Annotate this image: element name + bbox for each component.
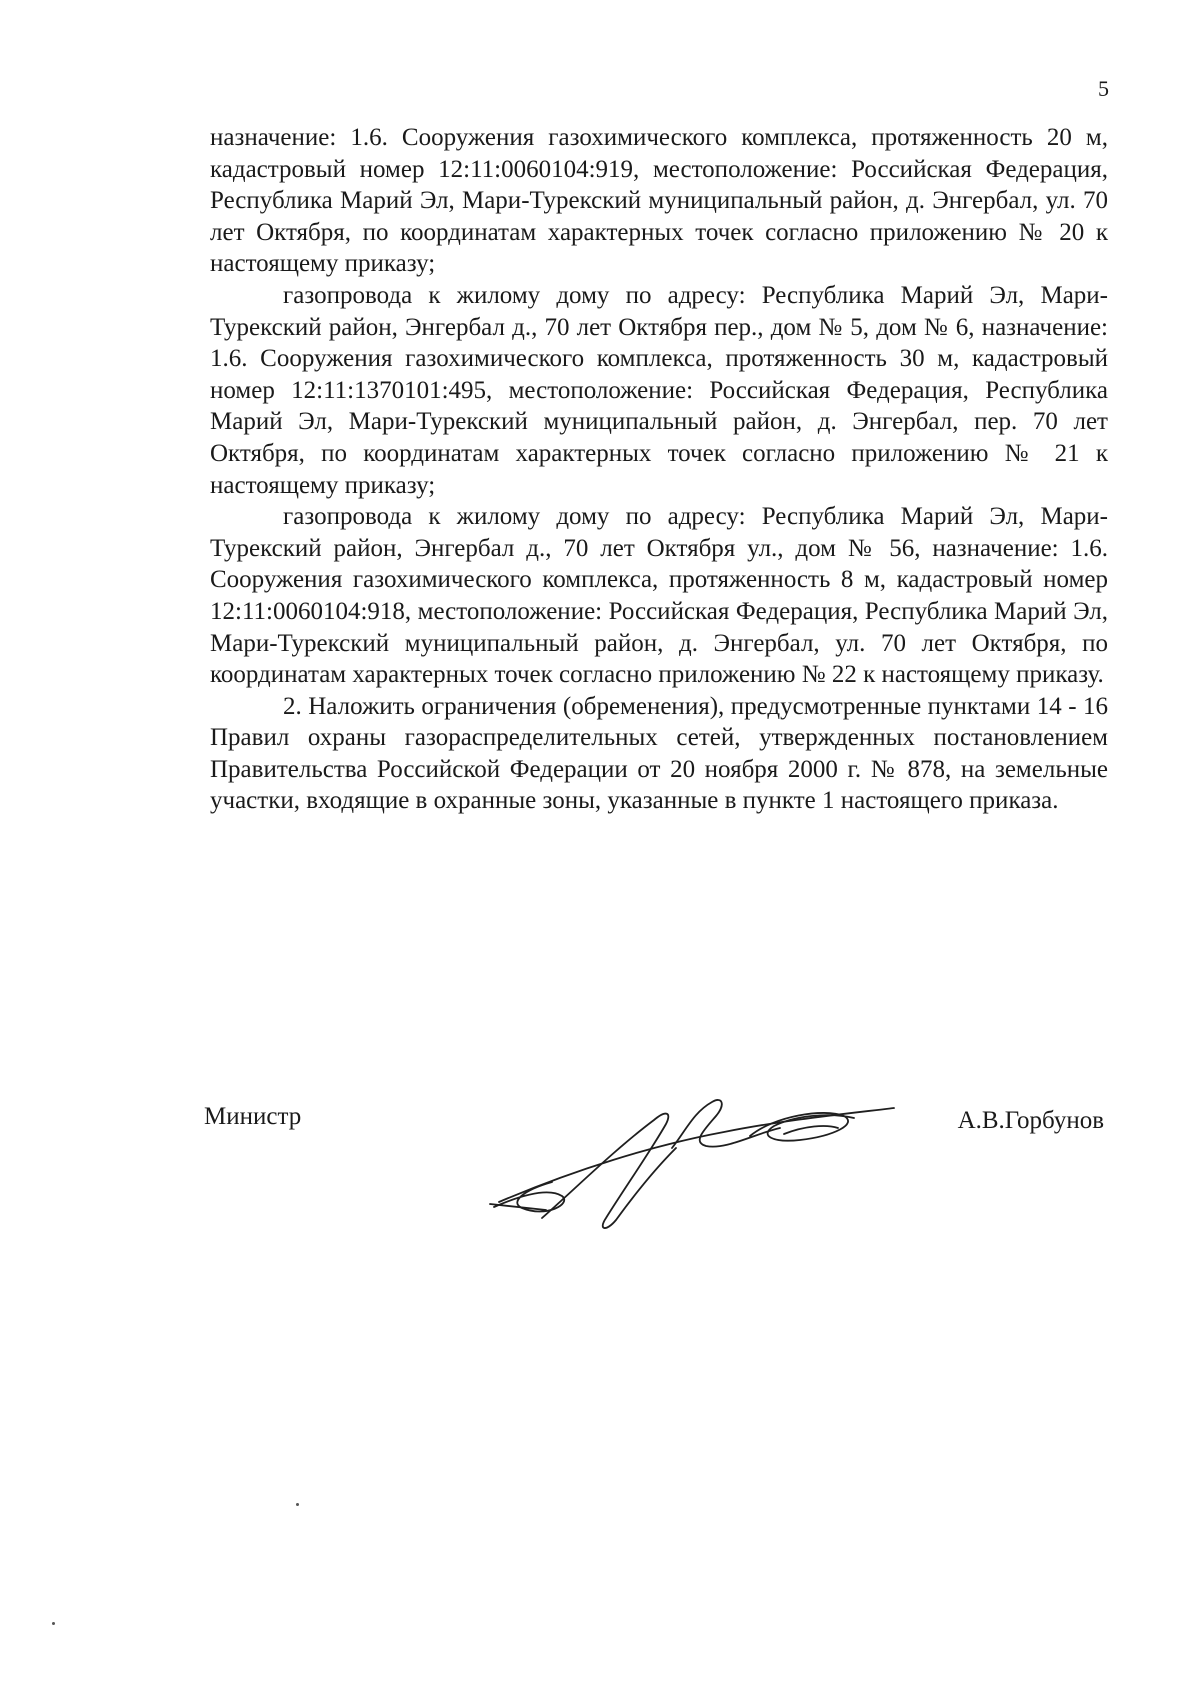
paragraph-gas-pipeline-house-5-6: газопровода к жилому дому по адресу: Республика Марий Эл, Мари-Турекский район, Энгербал д., 70 лет Октября пер., дом № 5, дом № 6, назначение: 1.6. Сооружения газохимического комплекса, протяженность 30 м, кадастровый номер 12:11:1370101:495, местоположение: Российская Федерация, Республика Марий Эл, Мари-Турекский муниципальный район, д. Энгербал, пер. 70 лет Октября, по координатам характерных точек согласно приложению № 21 к настоящему приказу; [210,281,1108,499]
paragraph-continuation: назначение: 1.6. Сооружения газохимического комплекса, протяженность 20 м, кадастровый номер 12:11:0060104:919, местоположение: Российская Федерация, Республика Марий Эл, Мари-Турекский муниципальный район, д. Энгербал, ул. 70 лет Октября, по координатам характерных точек согласно приложению № 20 к настоящему приказу; [210,124,1108,278]
signatory-role: Министр [204,1103,302,1130]
scan-speck [52,1622,55,1625]
page-number: 5 [1098,76,1109,101]
signatory-name: А.В.Горбунов [957,1107,1104,1134]
scan-speck [296,1503,299,1506]
handwritten-signature-icon [454,1090,914,1240]
document-body [210,122,1108,817]
signature-block [204,1090,1104,1240]
paragraph-item-2-restrictions: 2. Наложить ограничения (обременения), предусмотренные пунктами 14 - 16 Правил охраны газораспределительных сетей, утвержденных постановлением Правительства Российской Федерации от 20 ноября 2000 г. № 878, на земельные участки, входящие в охранные зоны, указанные в пункте 1 настоящего приказа. [210,692,1108,815]
paragraph-gas-pipeline-house-56: газопровода к жилому дому по адресу: Республика Марий Эл, Мари-Турекский район, Энгербал д., 70 лет Октября ул., дом № 56, назначение: 1.6. Сооружения газохимического комплекса, протяженность 8 м, кадастровый номер 12:11:0060104:918, местоположение: Российская Федерация, Республика Марий Эл, Мари-Турекский муниципальный район, д. Энгербал, ул. 70 лет Октября, по координатам характерных точек согласно приложению № 22 к настоящему приказу. [210,503,1108,689]
